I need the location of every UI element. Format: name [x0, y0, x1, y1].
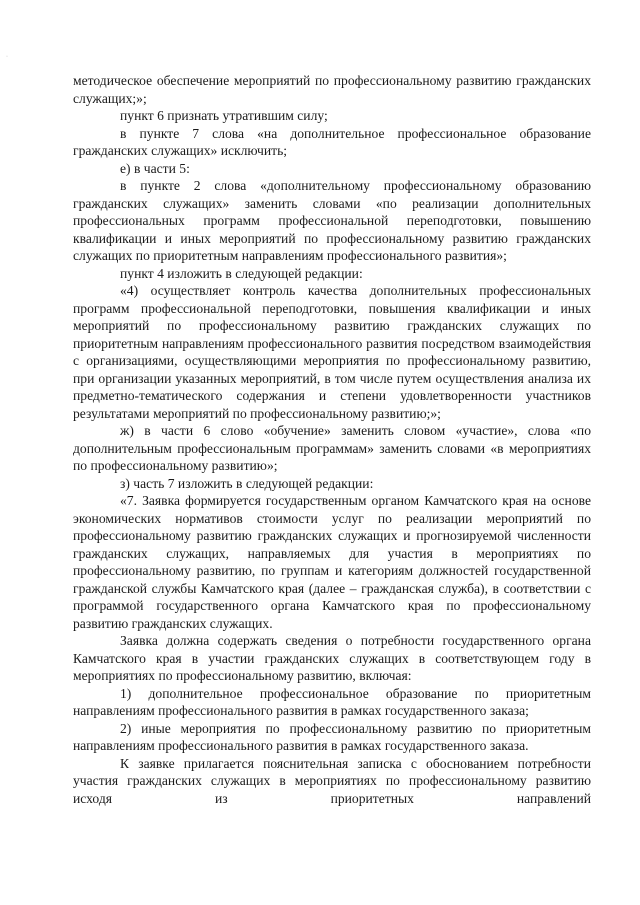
paragraph: пункт 4 изложить в следующей редакции:	[120, 265, 363, 281]
paragraph: е) в части 5:	[120, 160, 190, 176]
paragraph: Заявка должна содержать сведения о потребности государственного органа Камчатского края в участии гражданских служащих в соответствующем году в мероприятиях по профессиональному развитию, включая:	[73, 633, 591, 683]
paragraph: ж) в части 6 слово «обучение» заменить словом «участие», слова «по дополнительным профессиональным программам» заменить словами «в мероприятиях по профессиональному развитию»;	[73, 423, 591, 473]
paragraph: 1) дополнительное профессиональное образование по приоритетным направлениям профессионального развития в рамках государственного заказа;	[73, 685, 591, 718]
paragraph: в пункте 7 слова «на дополнительное профессиональное образование гражданских служащих» исключить;	[73, 125, 591, 158]
paragraph: пункт 6 признать утратившим силу;	[120, 108, 328, 123]
paragraph: з) часть 7 изложить в следующей редакции:	[120, 475, 374, 491]
paragraph: «4) осуществляет контроль качества дополнительных профессиональных программ профессиональной переподготовки, повышения квалификации и иных мероприятий по профессиональному развитию гражданских служащих по приоритетным направлениям профессионального развития посредством взаимодействия с организациями, осуществляющими мероприятия по профессиональному развитию, при организации указанных мероприятий, в том числе путем осуществления анализа их предметно-тематического содержания и степени удовлетворенности участников результатами мероприятий по профессиональному развитию;»;	[73, 283, 591, 421]
document-body	[73, 72, 591, 825]
paragraph: методическое обеспечение мероприятий по профессиональному развитию гражданских служащих;»;	[73, 73, 591, 106]
paragraph: в пункте 2 слова «дополнительному профессиональному образованию гражданских служащих» заменить словами «по реализации дополнительных профессиональных программ профессиональной переподготовки, повышению квалификации и иных мероприятий по профессиональному развитию гражданских служащих по приоритетным направлениям профессионального развития»;	[73, 178, 591, 263]
margin-mark: ·	[6, 54, 8, 60]
paragraph: К заявке прилагается пояснительная записка с обоснованием потребности участия гражданских служащих в мероприятиях по профессиональному развитию исходя из приоритетных направлений	[73, 755, 591, 806]
paragraph: 2) иные мероприятия по профессиональному развитию по приоритетным направлениям профессионального развития в рамках государственного заказа.	[73, 720, 591, 753]
paragraph: «7. Заявка формируется государственным органом Камчатского края на основе экономических нормативов стоимости услуг по реализации мероприятий по профессиональному развитию гражданских служащих и прогнозируемой численности гражданских служащих, направляемых для участия в мероприятиях по профессиональному развитию, по группам и категориям должностей государственной гражданской службы Камчатского края (далее – гражданская служба), в соответствии с программой государственного органа Камчатского края по профессиональному развитию гражданских служащих.	[73, 493, 591, 631]
